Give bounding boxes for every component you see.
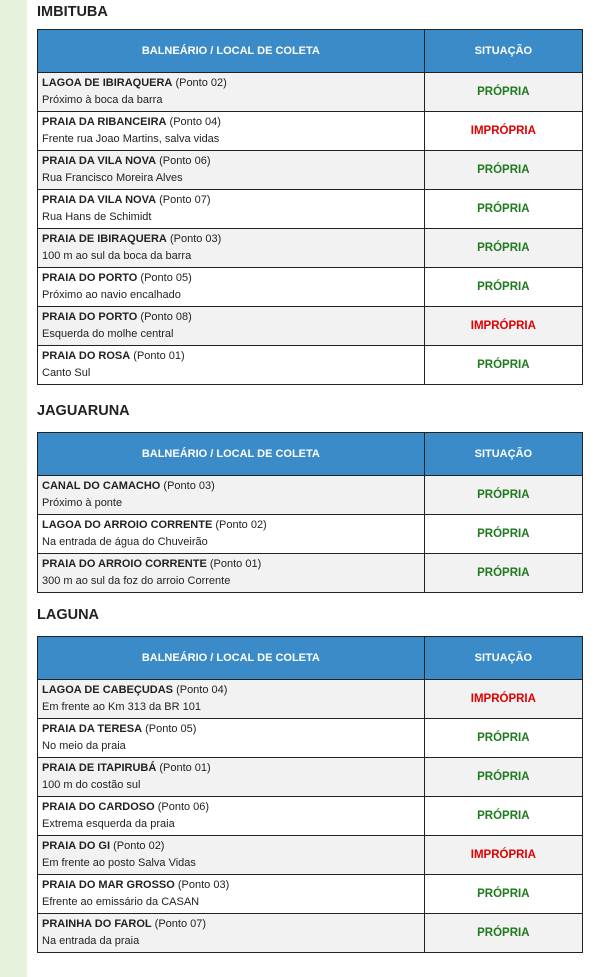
location-cell	[38, 875, 425, 914]
table-row	[38, 112, 583, 151]
location-ponto: (Ponto 03)	[169, 233, 222, 245]
table-row	[38, 151, 583, 190]
status-cell: PRÓPRIA	[424, 554, 582, 593]
table-row	[38, 680, 583, 719]
location-ponto: (Ponto 07)	[154, 918, 207, 930]
location-cell	[38, 836, 425, 875]
city-title: LAGUNA	[37, 607, 100, 623]
location-desc: Esquerda do molhe central	[42, 328, 174, 340]
table-row	[38, 914, 583, 953]
table-jaguaruna	[37, 432, 583, 593]
location-ponto: (Ponto 03)	[177, 879, 230, 891]
location-cell	[38, 73, 425, 112]
location-name: PRAIA DA VILA NOVA	[42, 155, 157, 167]
table-row	[38, 836, 583, 875]
location-desc: Canto Sul	[42, 367, 91, 379]
location-name: PRAIA DO CARDOSO	[42, 801, 155, 813]
status-cell: PRÓPRIA	[424, 515, 582, 554]
table-row	[38, 307, 583, 346]
table-row	[38, 875, 583, 914]
status-cell: PRÓPRIA	[424, 190, 582, 229]
city-title: IMBITUBA	[37, 4, 108, 20]
status-cell: PRÓPRIA	[424, 914, 582, 953]
location-desc: Extrema esquerda da praia	[42, 818, 175, 830]
location-desc: Efrente ao emissário da CASAN	[42, 896, 200, 908]
location-ponto: (Ponto 04)	[169, 116, 221, 128]
location-name: PRAIA DA VILA NOVA	[42, 194, 157, 206]
header-situacao: SITUAÇÃO	[424, 30, 582, 73]
location-desc: Na entrada da praia	[42, 935, 140, 947]
section-laguna	[37, 605, 99, 625]
location-name: PRAIA DA TERESA	[42, 723, 143, 735]
table-row	[38, 73, 583, 112]
header-situacao: SITUAÇÃO	[424, 637, 582, 680]
location-name: PRAIA DO GI	[42, 840, 111, 852]
location-desc: Rua Hans de Schimidt	[42, 211, 152, 223]
location-desc: Na entrada de água do Chuveirão	[42, 536, 208, 548]
table-row	[38, 554, 583, 593]
location-cell	[38, 758, 425, 797]
location-desc: Em frente ao Km 313 da BR 101	[42, 701, 201, 713]
location-name: LAGOA DE IBIRAQUERA	[42, 77, 173, 89]
status-cell: IMPRÓPRIA	[424, 836, 582, 875]
location-ponto: (Ponto 04)	[176, 684, 228, 696]
location-cell	[38, 515, 425, 554]
location-desc: Próximo à ponte	[42, 497, 123, 509]
header-local: BALNEÁRIO / LOCAL DE COLETA	[38, 637, 425, 680]
location-desc: 100 m ao sul da boca da barra	[42, 250, 192, 262]
table-row	[38, 346, 583, 385]
location-desc: No meio da praia	[42, 740, 126, 752]
location-desc: 100 m do costão sul	[42, 779, 141, 791]
location-cell	[38, 346, 425, 385]
header-local: BALNEÁRIO / LOCAL DE COLETA	[38, 30, 425, 73]
status-cell: PRÓPRIA	[424, 797, 582, 836]
status-cell: PRÓPRIA	[424, 268, 582, 307]
table-header	[38, 637, 583, 680]
location-ponto: (Ponto 07)	[159, 194, 211, 206]
location-name: PRAIA DO ROSA	[42, 350, 131, 362]
table-header	[38, 30, 583, 73]
location-ponto: (Ponto 06)	[157, 801, 210, 813]
location-name: PRAIA DO MAR GROSSO	[42, 879, 175, 891]
table-row	[38, 229, 583, 268]
status-cell: PRÓPRIA	[424, 758, 582, 797]
table-row	[38, 268, 583, 307]
status-cell: IMPRÓPRIA	[424, 112, 582, 151]
location-desc: Próximo ao navio encalhado	[42, 289, 181, 301]
status-cell: PRÓPRIA	[424, 73, 582, 112]
table-row	[38, 476, 583, 515]
table-row	[38, 797, 583, 836]
location-name: LAGOA DO ARROIO CORRENTE	[42, 519, 213, 531]
status-cell: PRÓPRIA	[424, 346, 582, 385]
location-cell	[38, 680, 425, 719]
location-cell	[38, 229, 425, 268]
location-desc: 300 m ao sul da foz do arroio Corrente	[42, 575, 231, 587]
location-ponto: (Ponto 01)	[159, 762, 211, 774]
status-cell: IMPRÓPRIA	[424, 307, 582, 346]
location-ponto: (Ponto 01)	[209, 558, 262, 570]
location-ponto: (Ponto 03)	[163, 480, 215, 492]
location-cell	[38, 151, 425, 190]
location-name: LAGOA DE CABEÇUDAS	[42, 684, 173, 696]
location-name: PRAIA DA RIBANCEIRA	[42, 116, 167, 128]
status-cell: PRÓPRIA	[424, 875, 582, 914]
location-ponto: (Ponto 02)	[175, 77, 227, 89]
location-desc: Em frente ao posto Salva Vidas	[42, 857, 196, 869]
location-name: PRAINHA DO FAROL	[42, 918, 152, 930]
location-cell	[38, 268, 425, 307]
location-cell	[38, 719, 425, 758]
location-ponto: (Ponto 02)	[215, 519, 267, 531]
table-row	[38, 515, 583, 554]
location-desc: Próximo à boca da barra	[42, 94, 163, 106]
location-cell	[38, 190, 425, 229]
location-desc: Frente rua Joao Martins, salva vidas	[42, 133, 220, 145]
table-row	[38, 190, 583, 229]
left-decor-strip	[0, 0, 27, 977]
location-ponto: (Ponto 06)	[159, 155, 211, 167]
status-cell: PRÓPRIA	[424, 476, 582, 515]
location-name: PRAIA DO PORTO	[42, 272, 138, 284]
table-row	[38, 758, 583, 797]
table-imbituba	[37, 29, 583, 385]
location-name: PRAIA DO PORTO	[42, 311, 138, 323]
section-imbituba	[37, 2, 108, 22]
location-name: CANAL DO CAMACHO	[42, 480, 161, 492]
header-local: BALNEÁRIO / LOCAL DE COLETA	[38, 433, 425, 476]
status-cell: IMPRÓPRIA	[424, 680, 582, 719]
location-ponto: (Ponto 05)	[140, 272, 192, 284]
table-row	[38, 719, 583, 758]
location-cell	[38, 112, 425, 151]
status-cell: PRÓPRIA	[424, 719, 582, 758]
location-name: PRAIA DE IBIRAQUERA	[42, 233, 167, 245]
city-title: JAGUARUNA	[37, 403, 130, 419]
location-name: PRAIA DO ARROIO CORRENTE	[42, 558, 207, 570]
header-situacao: SITUAÇÃO	[424, 433, 582, 476]
location-cell	[38, 476, 425, 515]
location-ponto: (Ponto 05)	[145, 723, 197, 735]
section-jaguaruna	[37, 401, 130, 421]
location-name: PRAIA DE ITAPIRUBÁ	[42, 762, 157, 774]
location-ponto: (Ponto 01)	[133, 350, 185, 362]
status-cell: PRÓPRIA	[424, 229, 582, 268]
location-desc: Rua Francisco Moreira Alves	[42, 172, 183, 184]
location-ponto: (Ponto 02)	[113, 840, 165, 852]
table-laguna	[37, 636, 583, 953]
table-header	[38, 433, 583, 476]
location-cell	[38, 797, 425, 836]
location-cell	[38, 914, 425, 953]
location-cell	[38, 554, 425, 593]
status-cell: PRÓPRIA	[424, 151, 582, 190]
location-ponto: (Ponto 08)	[140, 311, 192, 323]
location-cell	[38, 307, 425, 346]
